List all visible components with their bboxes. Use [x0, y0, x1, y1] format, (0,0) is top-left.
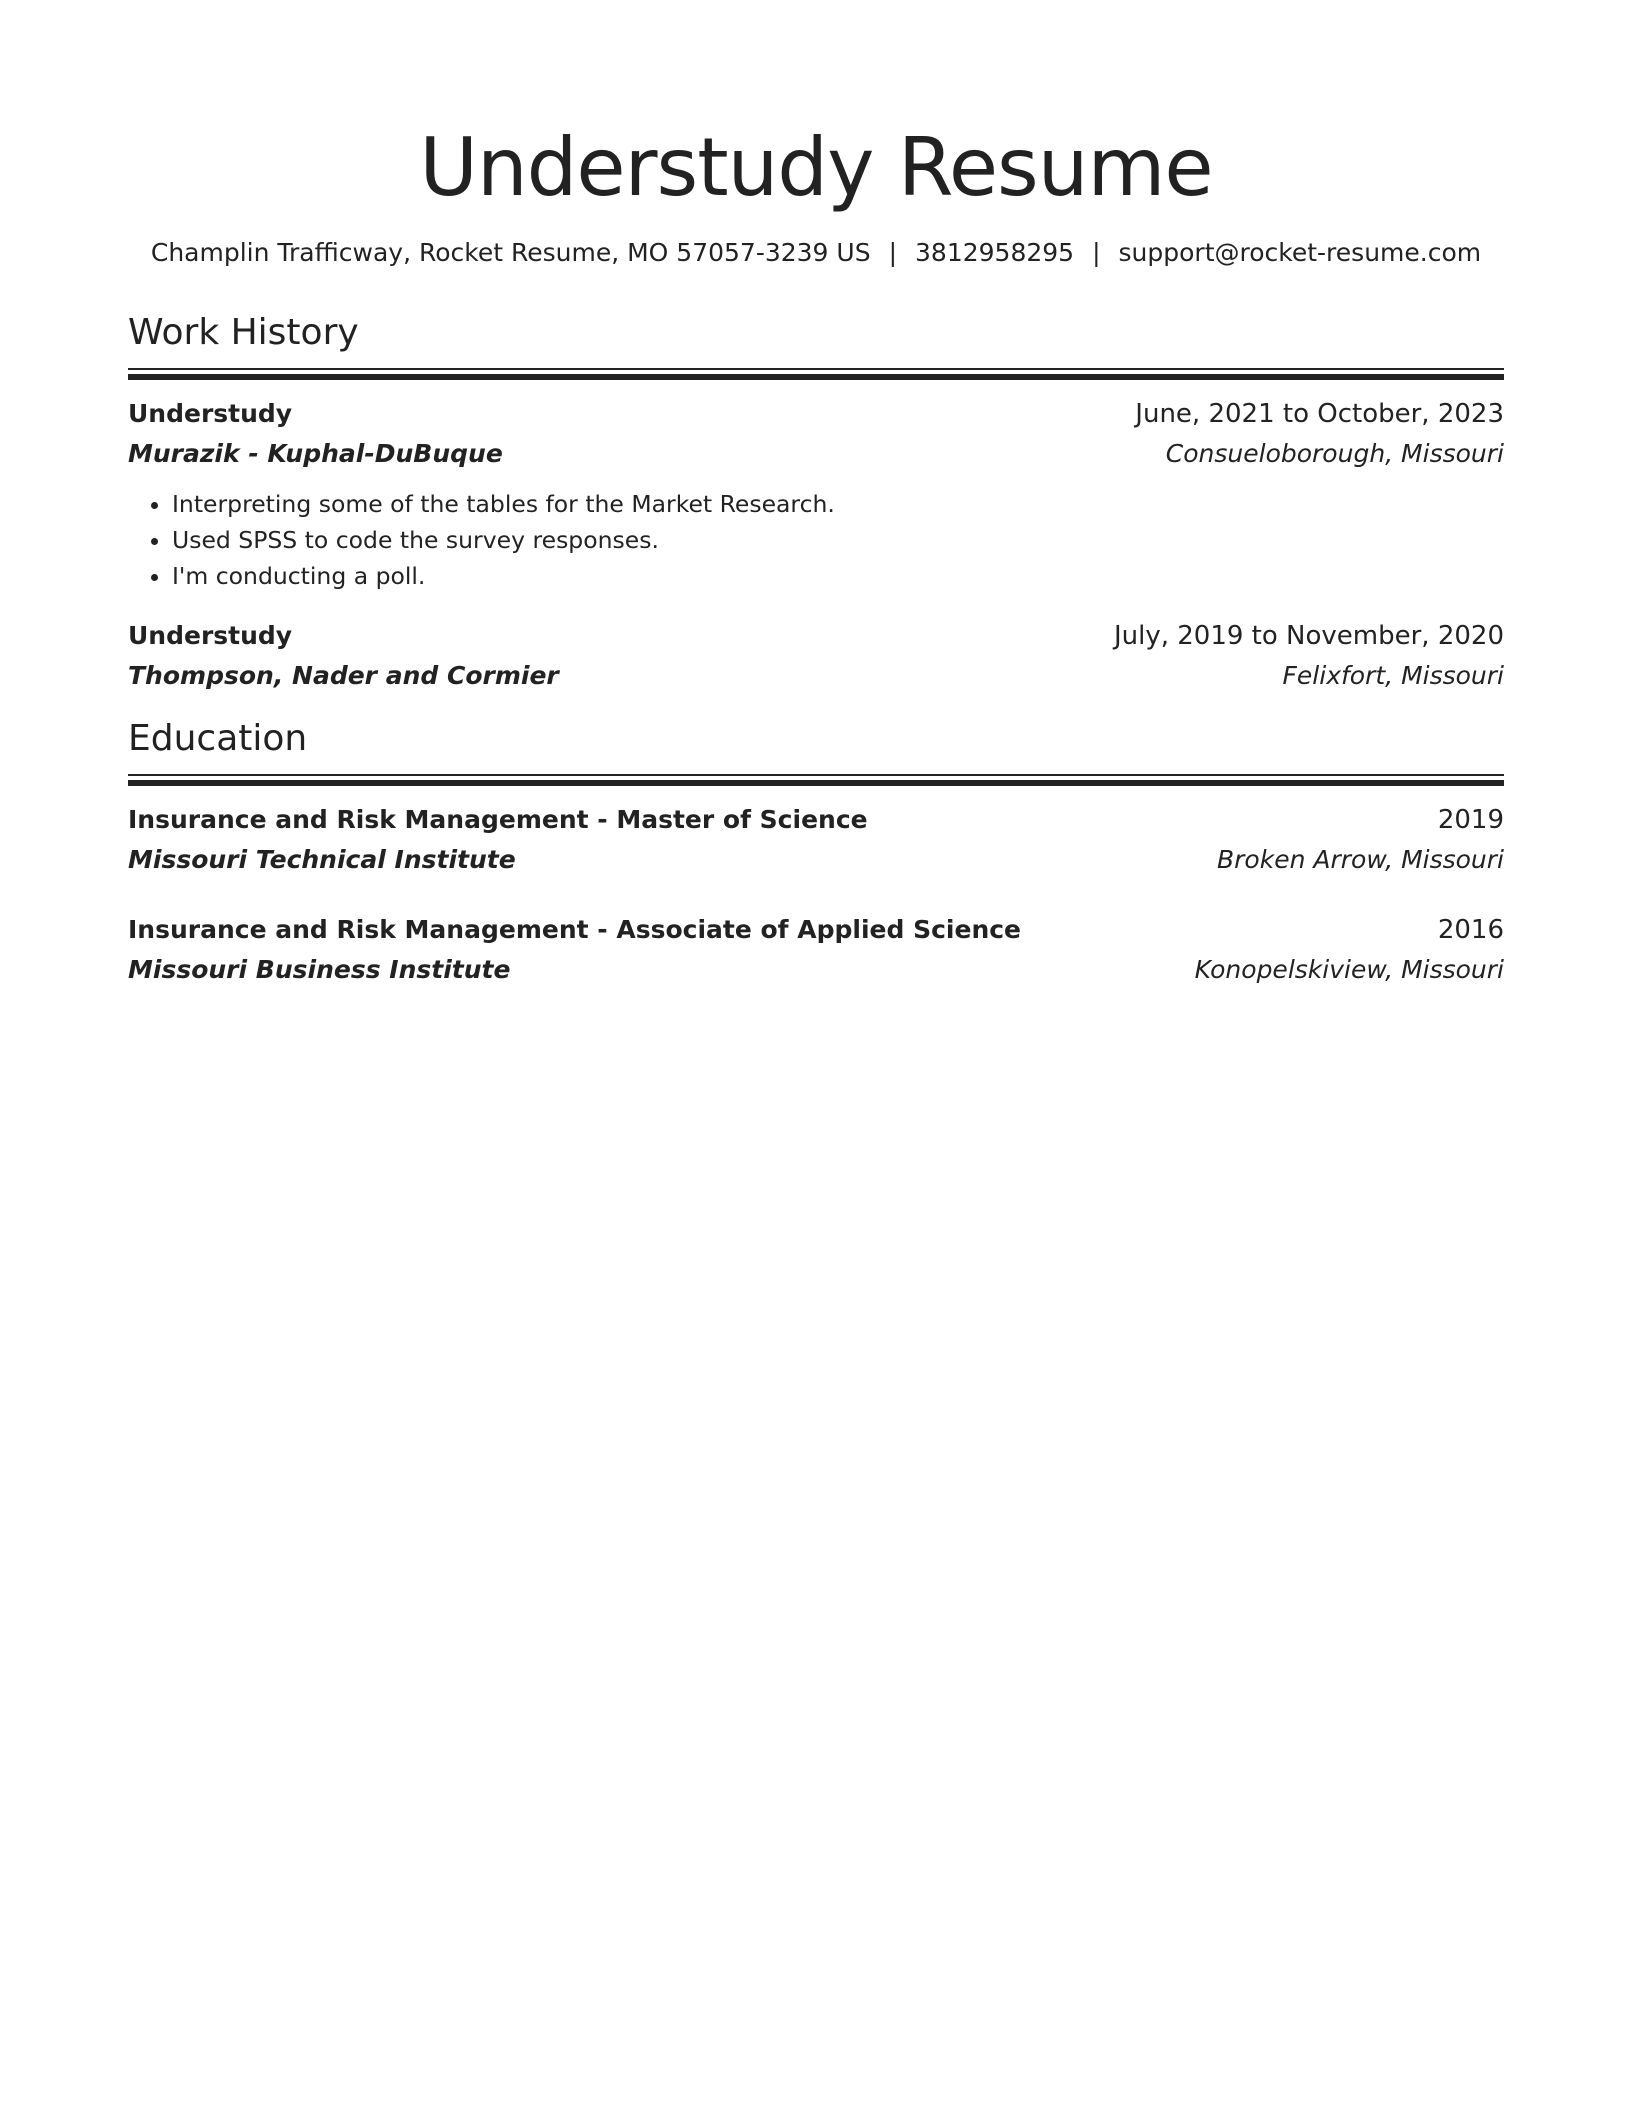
list-item: • Interpreting some of the tables for the Market Research.: [172, 486, 1504, 522]
entry-header-row: [128, 800, 1504, 840]
degree-title: Insurance and Risk Management - Associate of Applied Science: [128, 915, 1022, 944]
entry-header-row: [128, 910, 1504, 950]
graduation-year: 2019: [1437, 805, 1504, 835]
entry-subheader-row: [128, 434, 1504, 474]
job-title: Understudy: [128, 399, 293, 428]
graduation-year: 2016: [1437, 915, 1504, 945]
section-title-work-history: Work History: [128, 312, 359, 353]
resume-page: [128, 0, 1504, 990]
entry-header-row: [128, 616, 1504, 656]
list-item: • Used SPSS to code the survey responses.: [172, 522, 1504, 558]
work-entry: [128, 394, 1504, 594]
school-name: Missouri Business Institute: [128, 955, 511, 984]
school-name: Missouri Technical Institute: [128, 845, 516, 874]
contact-address: Champlin Trafficway, Rocket Resume, MO 57057-3239 US: [150, 238, 871, 267]
section-title-education: Education: [128, 718, 308, 759]
contact-email: support@rocket-resume.com: [1118, 238, 1482, 267]
job-location: Consueloborough, Missouri: [1165, 439, 1504, 468]
resume-title: Understudy Resume: [419, 121, 1213, 214]
job-dates: July, 2019 to November, 2020: [1113, 621, 1504, 651]
list-item: • I'm conducting a poll.: [172, 558, 1504, 594]
degree-title: Insurance and Risk Management - Master of Science: [128, 805, 868, 834]
work-history-section: [128, 310, 1504, 696]
entry-subheader-row: [128, 656, 1504, 696]
work-entry: [128, 616, 1504, 696]
contact-separator: |: [1092, 238, 1101, 267]
education-section: [128, 716, 1504, 990]
school-location: Konopelskiview, Missouri: [1194, 955, 1504, 984]
job-title: Understudy: [128, 621, 293, 650]
company-name: Thompson, Nader and Cormier: [128, 661, 559, 690]
entry-subheader-row: [128, 840, 1504, 880]
entry-header-row: [128, 394, 1504, 434]
education-entry: [128, 800, 1504, 880]
section-divider: [128, 368, 1504, 380]
job-location: Felixfort, Missouri: [1282, 661, 1504, 690]
section-divider: [128, 774, 1504, 786]
contact-separator: |: [888, 238, 898, 267]
education-entry: [128, 910, 1504, 990]
contact-phone: 3812958295: [915, 238, 1075, 267]
company-name: Murazik - Kuphal-DuBuque: [128, 439, 503, 468]
entry-subheader-row: [128, 950, 1504, 990]
contact-line: [128, 236, 1504, 270]
job-bullets: [128, 486, 1504, 594]
job-dates: June, 2021 to October, 2023: [1135, 399, 1504, 429]
school-location: Broken Arrow, Missouri: [1217, 845, 1504, 874]
